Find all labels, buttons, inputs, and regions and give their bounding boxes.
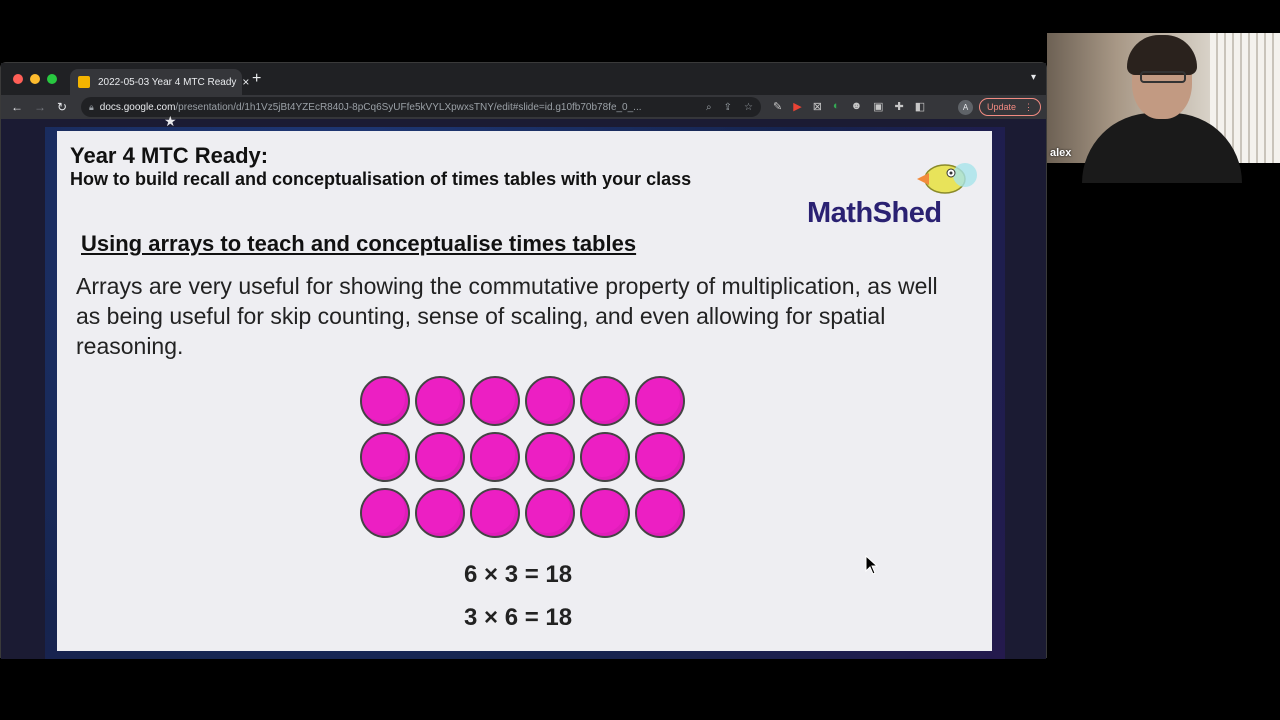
window-controls [13,74,57,84]
minimize-window-button[interactable] [30,74,40,84]
pen-extension-icon[interactable]: ✎ [773,101,783,113]
share-icon[interactable]: ⇪ [723,101,733,113]
equation-3x6: 3 × 6 = 18 [464,604,573,631]
new-tab-button[interactable]: + [252,70,262,87]
slide-heading: Using arrays to teach and conceptualise times tables [81,231,637,256]
mathshed-mascot-icon [907,159,977,199]
tab-strip [1,63,1046,95]
browser-window [0,62,1047,658]
reload-icon[interactable]: ↻ [57,100,68,114]
array-counter [580,376,630,426]
profile-avatar[interactable]: A [958,100,973,115]
puzzle-extensions-icon[interactable]: ✚ [894,101,904,113]
back-arrow-icon[interactable]: ← [11,100,23,114]
close-window-button[interactable] [13,74,23,84]
omnibox-actions [706,102,753,113]
maximize-window-button[interactable] [47,74,57,84]
url-path: /presentation/d/1h1Vz5jBt4YZEcR840J-8pCq6SyUFfe5kVYLXpwxsTNY/edit#slide=id.g10fb70b78fe_0_... [175,101,642,113]
presentation-slide [57,131,992,651]
page-content [1,113,1046,659]
browser-toolbar [1,95,1046,119]
array-counter [470,432,520,482]
tab-search-chevron-icon[interactable]: ▾ [1030,72,1036,83]
tab-close-icon[interactable]: × [242,75,250,89]
sidebar-icon[interactable]: ◧ [914,101,926,113]
array-counter [415,376,465,426]
array-counter [525,488,575,538]
array-counter [635,376,685,426]
array-counter [360,488,410,538]
array-counter [580,488,630,538]
slide-title: Year 4 MTC Ready: [70,143,269,168]
url-host: docs.google.com [99,101,176,113]
array-counter [635,432,685,482]
update-button[interactable] [979,98,1041,116]
address-bar[interactable] [81,97,761,117]
mathshed-logo: MathShed [807,197,942,229]
grammar-extension-icon[interactable]: ◐ [832,100,840,112]
participant-hair [1127,35,1197,75]
lock-icon: 🔒︎ [89,101,94,112]
array-counter [525,432,575,482]
crop-extension-icon[interactable]: ⊠ [812,101,822,113]
slide-subtitle: How to build recall and conceptualisation of times tables with your class [70,169,692,189]
mouse-cursor-icon [865,555,879,575]
participant-name: alex [1050,147,1072,159]
counter-array [360,376,685,538]
participant-glasses [1140,71,1186,83]
slide-body-text: Arrays are very useful for showing the commutative property of multiplication, as well as being useful for skip counting, sense of scaling, and even allowing for spatial reasoning. [76,273,938,359]
zoom-icon[interactable]: ⌕ [706,101,712,113]
bookmark-star-icon[interactable]: ☆ [744,101,753,113]
star-decoration-icon: ★ [164,113,177,129]
array-counter [415,432,465,482]
array-counter [360,376,410,426]
update-label: Update [986,102,1017,112]
tab-slides[interactable] [70,69,250,95]
slides-favicon-icon [78,76,90,88]
url-text [100,102,706,113]
array-counter [635,488,685,538]
screencast-extension-icon[interactable]: ▶ [793,101,802,113]
array-counter [415,488,465,538]
face-extension-icon[interactable]: ☻ [850,100,863,112]
array-counter [580,432,630,482]
extensions-bar [773,100,925,113]
tab-title: 2022-05-03 Year 4 MTC Ready [98,76,237,88]
more-menu-icon[interactable]: ⋮ [1024,101,1034,112]
privacy-extension-icon[interactable]: ▣ [873,101,884,113]
array-counter [360,432,410,482]
forward-arrow-icon[interactable]: → [34,100,46,114]
equation-6x3: 6 × 3 = 18 [464,561,573,588]
webcam-feed [1047,33,1280,163]
array-counter [470,488,520,538]
array-counter [525,376,575,426]
array-counter [470,376,520,426]
